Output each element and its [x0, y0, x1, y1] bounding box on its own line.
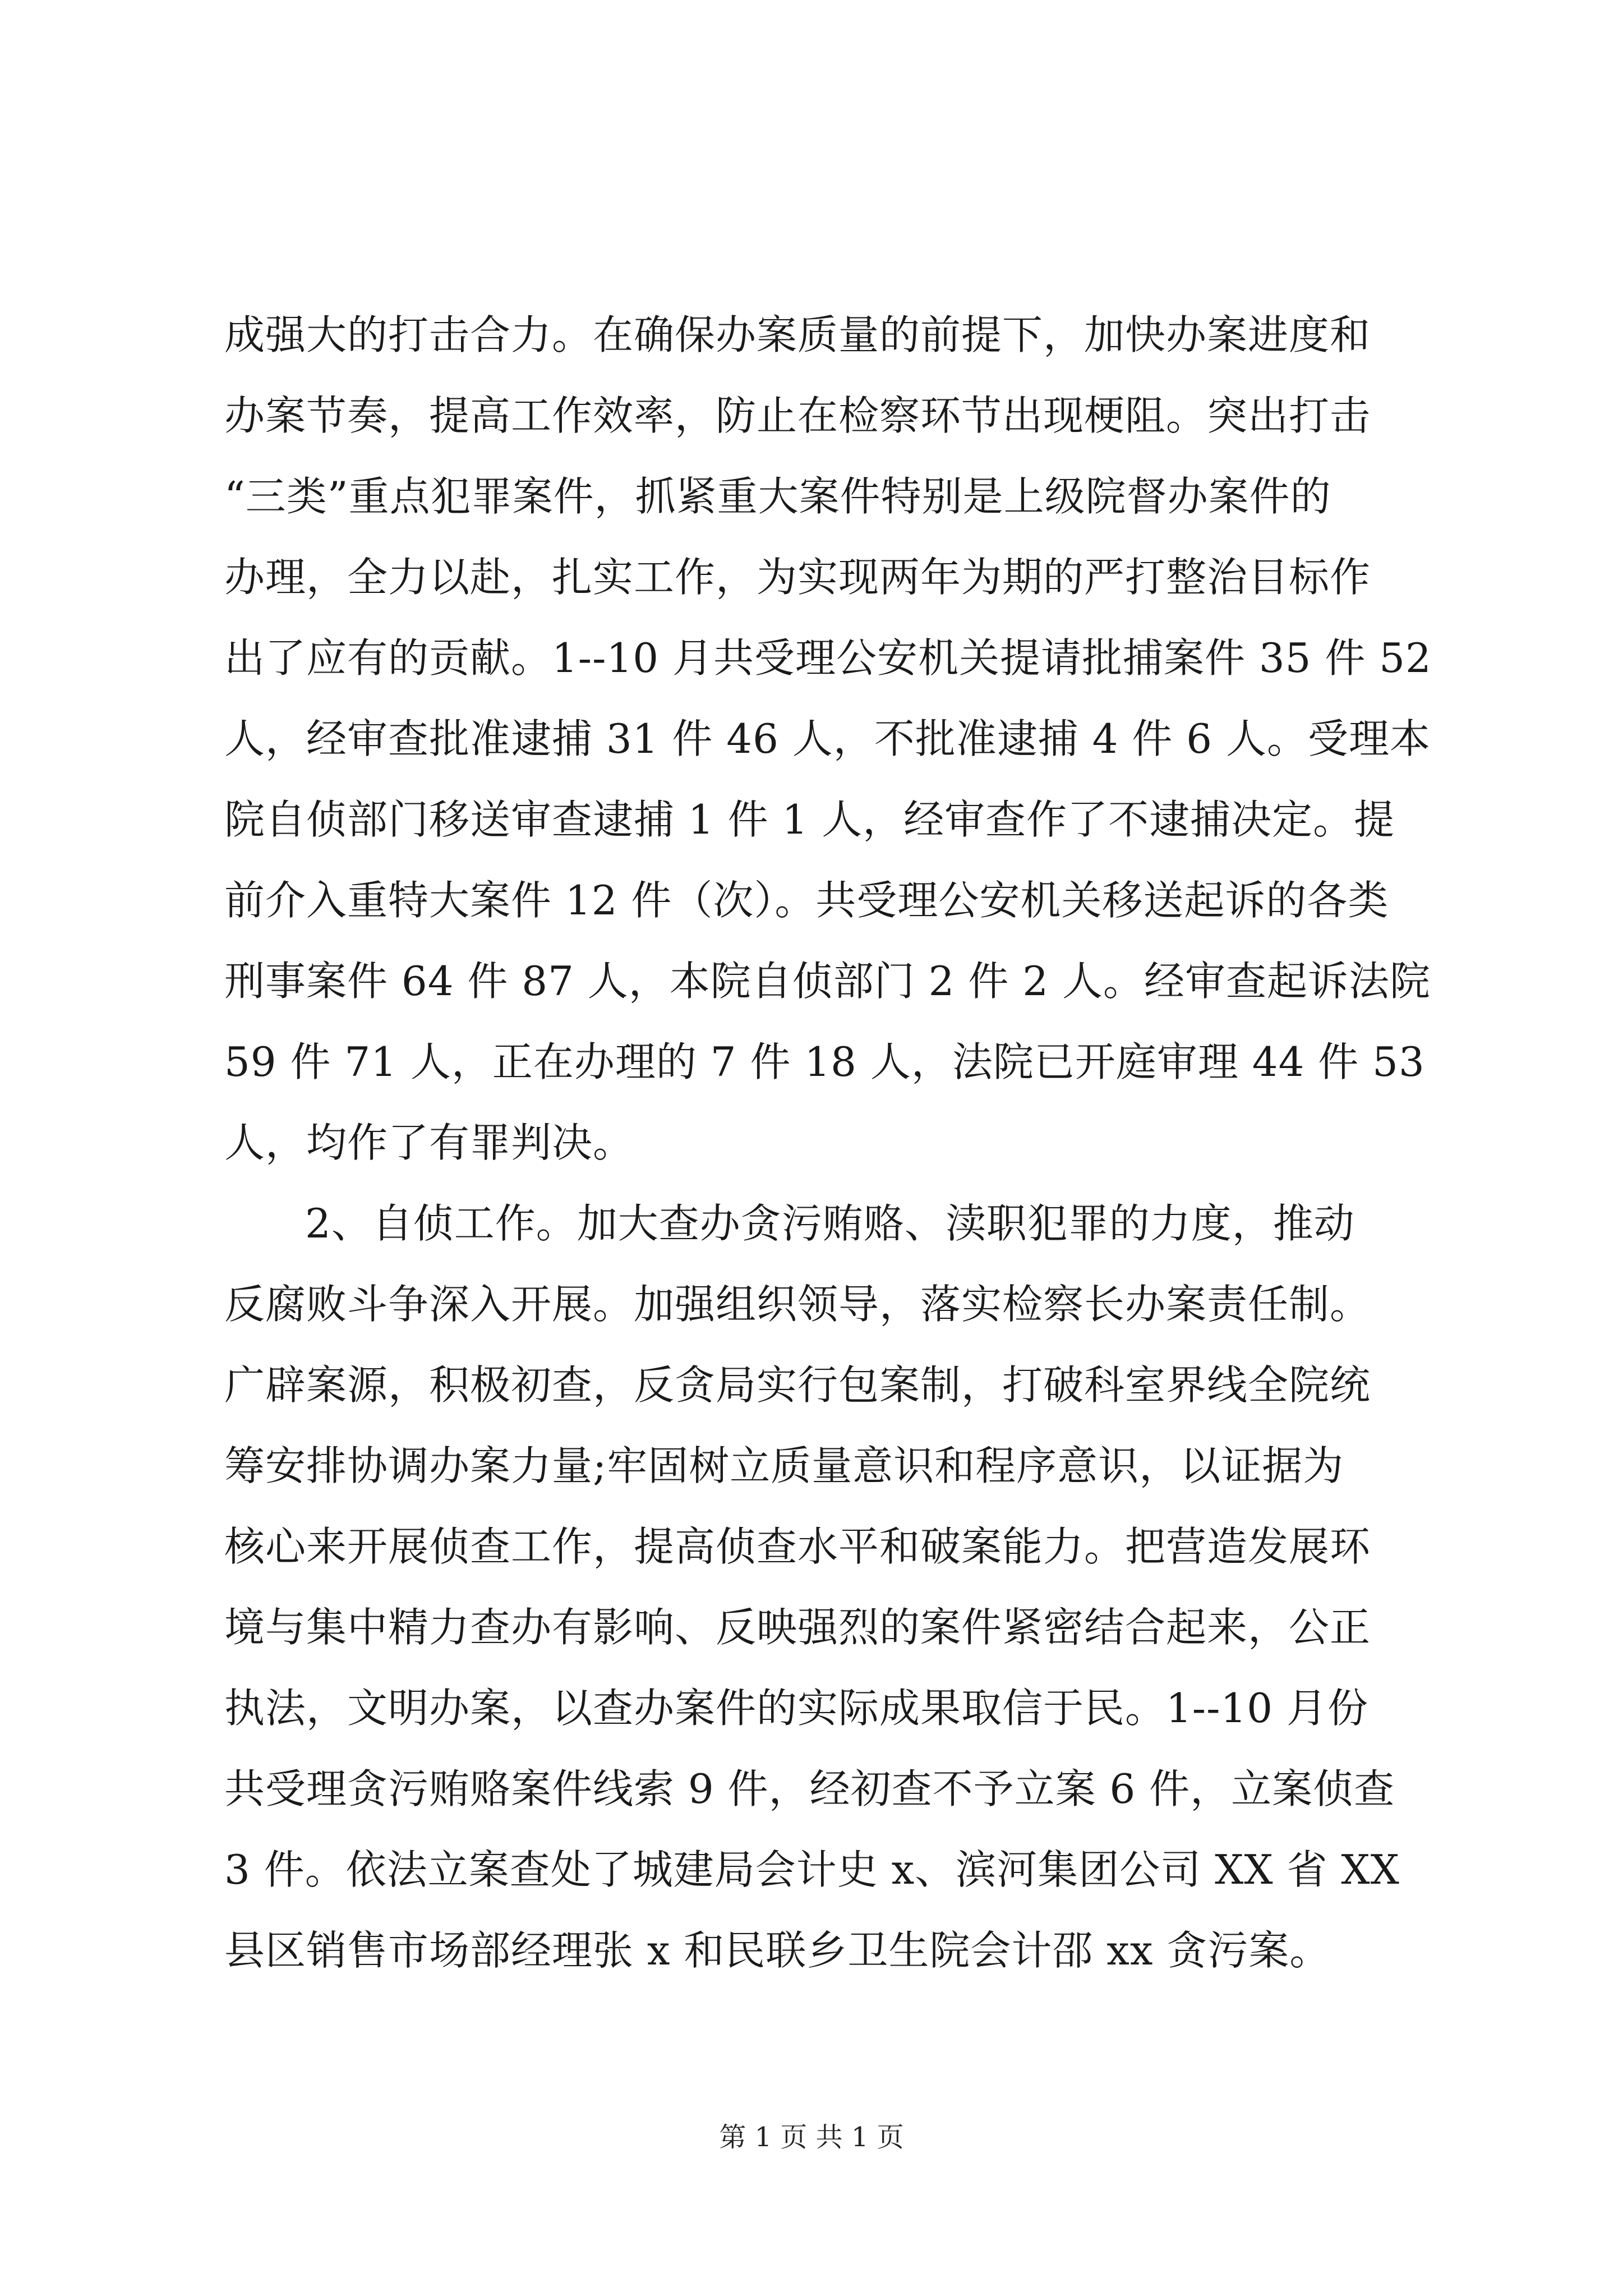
text-line: 筹安排协调办案力量;牢固树立质量意识和程序意识，以证据为	[224, 1442, 1344, 1489]
text-line: 共受理贪污贿赂案件线索 9 件，经初查不予立案 6 件，立案侦查	[224, 1765, 1395, 1812]
text-line: 办理，全力以赴，扎实工作，为实现两年为期的严打整治目标作	[224, 554, 1371, 601]
text-line: 人，经审查批准逮捕 31 件 46 人，不批准逮捕 4 件 6 人。受理本	[224, 715, 1431, 762]
text-line: 刑事案件 64 件 87 人，本院自侦部门 2 件 2 人。经审查起诉法院	[224, 958, 1431, 1005]
page-number: 第 1 页 共 1 页	[719, 2122, 904, 2153]
text-line: 院自侦部门移送审查逮捕 1 件 1 人，经审查作了不逮捕决定。提	[224, 796, 1395, 843]
text-line: 59 件 71 人，正在办理的 7 件 18 人，法院已开庭审理 44 件 53	[224, 1038, 1425, 1085]
text-line: 出了应有的贡献。1--10 月共受理公安机关提请批捕案件 35 件 52	[224, 634, 1432, 682]
text-line: 广辟案源，积极初查，反贪局实行包案制，打破科室界线全院统	[224, 1361, 1371, 1409]
text-line: 3 件。依法立案查处了城建局会计史 x、滨河集团公司 XX 省 XX	[224, 1846, 1400, 1893]
text-line: 境与集中精力查办有影响、反映强烈的案件紧密结合起来，公正	[224, 1604, 1371, 1651]
text-line: 人，均作了有罪判决。	[224, 1119, 634, 1166]
text-line: 县区销售市场部经理张 x 和民联乡卫生院会计邵 xx 贪污案。	[224, 1927, 1331, 1974]
text-line: 反腐败斗争深入开展。加强组织领导，落实检察长办案责任制。	[224, 1281, 1371, 1328]
body-text	[224, 295, 1436, 1991]
paragraph-start-line: 2、自侦工作。加大查办贪污贿赂、渎职犯罪的力度，推动	[305, 1200, 1355, 1247]
text-line: 执法，文明办案，以查办案件的实际成果取信于民。1--10 月份	[224, 1685, 1368, 1732]
text-line: 办案节奏，提高工作效率，防止在检察环节出现梗阻。突出打击	[224, 392, 1371, 439]
text-line: 前介入重特大案件 12 件（次）。共受理公安机关移送起诉的各类	[224, 877, 1389, 924]
text-line: “三类”重点犯罪案件，抓紧重大案件特别是上级院督办案件的	[224, 473, 1331, 520]
text-line: 核心来开展侦查工作，提高侦查水平和破案能力。把营造发展环	[224, 1523, 1371, 1570]
text-line: 成强大的打击合力。在确保办案质量的前提下，加快办案进度和	[224, 311, 1371, 358]
page-footer	[0, 2120, 1623, 2154]
